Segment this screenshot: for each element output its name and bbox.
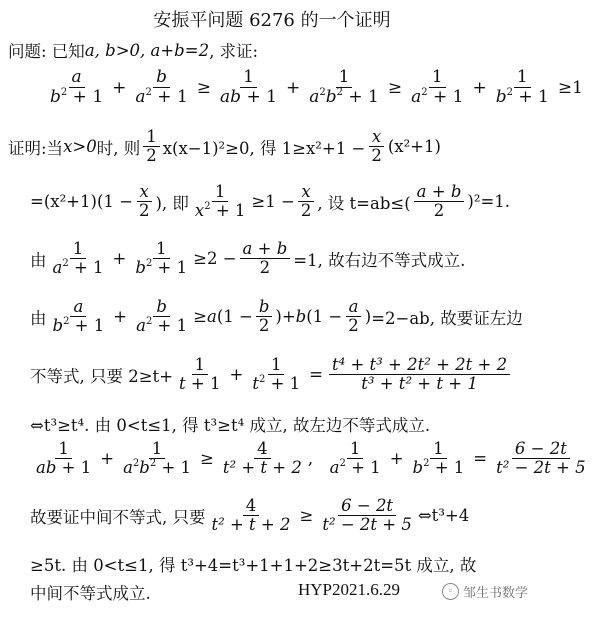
fraction: $\frac{a}{2}$ xyxy=(345,298,362,336)
fraction: $\frac{a + b}{2}$ xyxy=(240,240,291,278)
fraction: $\frac{a}{b^2 + 1}$ xyxy=(50,67,104,108)
proof-line-6: ⇔t³≥t⁴. 由 0<t≤1, 得 t³≥t⁴ 成立, 故左边不等式成立. xyxy=(30,416,431,435)
problem-tail: , 求证: xyxy=(209,42,259,61)
fraction: $\frac{x}{2}$ xyxy=(368,128,385,166)
watermark xyxy=(442,582,528,601)
fraction: $\frac{b}{a^2 + 1}$ xyxy=(135,67,188,108)
fraction: $\frac{1}{t + 1}$ xyxy=(179,355,221,394)
proof-line-5: 不等式, 只要 2≥t+ $\frac{1}{t + 1}$ + $\frac{1}{t^2 + 1}$ = $\frac{\text{t⁴ + t³ + 2t² + 2t + 2}}{\text{t³ + t² + t + 1}}$ xyxy=(30,356,513,394)
proof-line-2: =(x²+1)(1 − $\frac{x}{2}$ ), 即 $\frac{1}{x^2 + 1}$ ≥1 − $\frac{x}{2}$ , 设 t=ab≤( $\frac{a + b}{2}$ )²=1. xyxy=(30,182,511,221)
signature-date: HYP2021.6.29 xyxy=(298,580,401,599)
fraction: $\frac{1}{x^2 + 1}$ xyxy=(194,182,246,221)
fraction: $\frac{1}{a^2b^2 + 1}$ xyxy=(123,439,192,478)
proof-line-3: 由 $\frac{1}{a^2 + 1}$ + $\frac{1}{b^2 + 1}$ ≥2 − $\frac{a + b}{2}$ =1, 故右边不等式成立. xyxy=(30,239,466,278)
fraction: $\frac{6 - 2t}{\text{t² − 2t + 5}}$ xyxy=(496,439,586,478)
doc-title: 安振平问题 6276 的一个证明 xyxy=(153,10,391,31)
fraction: $\frac{1}{a^2b^2 + 1}$ xyxy=(309,67,379,108)
proof-line-8: 故要证中间不等式, 只要 $\frac{4}{\text{t² + t + 2}}$ ≥ $\frac{6 - 2t}{\text{t² − 2t + 5}}$ ⇔t³+4 xyxy=(30,496,470,535)
fraction: $\frac{1}{b^2 + 1}$ xyxy=(412,439,465,478)
watermark-text: 邹生书数学 xyxy=(462,586,528,601)
proof-line-4: 由 $\frac{a}{b^2 + 1}$ + $\frac{b}{a^2 + 1}$ ≥a(1 − $\frac{b}{2}$ )+b(1 − $\frac{a}{2}$ ) =2−ab, 故要证左边 xyxy=(30,297,523,336)
fraction: $\frac{b}{a^2 + 1}$ xyxy=(136,297,188,336)
proof-line-7: $\frac{1}{ab + 1}$ + $\frac{1}{a^2b^2 + 1}$ ≥ $\frac{4}{\text{t² + t + 2}}$ , $\frac{1}{a^2 + 1}$ + $\frac{1}{b^2 + 1}$ = $\frac{6 - 2t}{\text{t² − 2t + 5}}$ xyxy=(30,440,592,478)
fraction: $\frac{1}{a^2 + 1}$ xyxy=(411,67,464,108)
fraction: $\frac{1}{a^2 + 1}$ xyxy=(52,239,104,278)
problem-condition: a, b>0, a+b=2 xyxy=(84,40,210,60)
fraction: $\frac{1}{ab + 1}$ xyxy=(36,439,92,478)
fraction: $\frac{x}{2}$ xyxy=(136,183,153,221)
proof-line-10: 中间不等式成立. xyxy=(30,584,151,603)
wechat-icon: ◦ xyxy=(442,583,459,600)
problem-statement xyxy=(8,38,258,62)
proof-line-1: 证明:当 x>0 时, 则 $\frac{1}{2}$ x(x−1)²≥0, 得 1≥x²+1 − $\frac{x}{2}$ (x²+1) xyxy=(8,127,441,166)
fraction: $\frac{6 - 2t}{\text{t² − 2t + 5}}$ xyxy=(322,496,412,535)
fraction: $\frac{1}{b^2 + 1}$ xyxy=(135,239,188,278)
fraction: $\frac{1}{2}$ xyxy=(143,128,160,166)
fraction: $\frac{1}{t^2 + 1}$ xyxy=(252,355,301,394)
fraction: $\frac{\text{t⁴ + t³ + 2t² + 2t + 2}}{\text{t³ + t² + t + 1}}$ xyxy=(329,356,510,394)
problem-label: 问题: 已知 xyxy=(8,42,85,61)
fraction: $\frac{4}{\text{t² + t + 2}}$ xyxy=(211,496,291,535)
fraction: $\frac{b}{2}$ xyxy=(256,298,273,336)
main-inequality: $\frac{a}{b^2 + 1}$ + $\frac{b}{a^2 + 1}$ ≥ $\frac{1}{ab + 1}$ + $\frac{1}{a^2b^2 + 1}$ ≥ $\frac{1}{a^2 + 1}$ + $\frac{1}{b^2 + 1}$ ≥1 xyxy=(44,68,586,107)
fraction: $\frac{1}{b^2 + 1}$ xyxy=(495,67,549,108)
fraction: $\frac{1}{ab + 1}$ xyxy=(220,67,277,108)
fraction: $\frac{4}{\text{t² + t + 2}}$ xyxy=(222,439,302,478)
fraction: $\frac{x}{2}$ xyxy=(298,183,315,221)
proof-label: 证明:当 xyxy=(8,138,64,158)
fraction: $\frac{a}{b^2 + 1}$ xyxy=(52,297,105,336)
proof-line-9: ≥5t. 由 0<t≤1, 得 t³+4=t³+1+1+2≥3t+2t=5t 成立, 故 xyxy=(30,556,477,575)
fraction: $\frac{1}{a^2 + 1}$ xyxy=(329,439,381,478)
fraction: $\frac{a + b}{2}$ xyxy=(414,183,465,221)
